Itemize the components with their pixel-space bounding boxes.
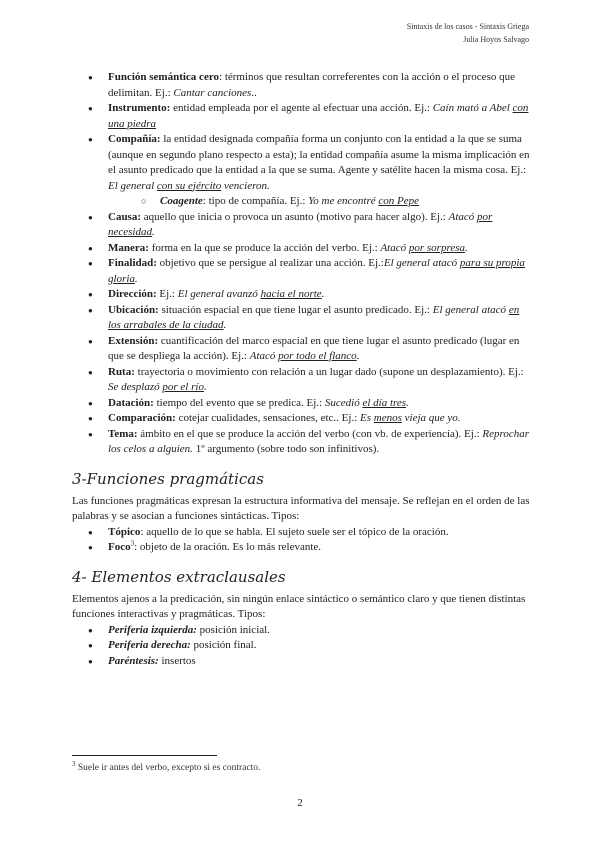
section-intro: Las funciones pragmáticas expresan la estructura informativa del mensaje. Se reflejan en el orden de las palabras y se asocian a funciones sintácticas. Tipos: (72, 494, 530, 522)
list-item: ● Extensión: cuantificación del marco espacial en que tiene lugar el asunto predicado (lugar en que se despliega la acción). Ej.: Atacó por todo el flanco. (72, 334, 532, 365)
list-item: ● Tópico: aquello de lo que se habla. El sujeto suele ser el tópico de la oración. (72, 525, 532, 541)
term: Compañía: (108, 133, 161, 145)
term: Instrumento: (108, 102, 171, 114)
sublist-item: ○ Coagente: tipo de compañía. Ej.: Yo me encontré con Pepe (72, 194, 532, 210)
list-item: ● Función semántica cero: términos que resultan correferentes con la acción o el proceso que delimitan. Ej.: Cantar canciones.. (72, 70, 532, 101)
list-item: ● Ruta: trayectoria o movimiento con relación a un lugar dado (supone un desplazamiento). Ej.: Se desplazó por el río. (72, 365, 532, 396)
list-item: ● Causa: aquello que inicia o provoca un asunto (motivo para hacer algo). Ej.: Atacó por necesidad. (72, 210, 532, 241)
list-item: ● Compañía: la entidad designada compañía forma un conjunto con la entidad a la que se suma (aunque en segundo plano respecto a esta); la entidad compañía asume la misma implicación en el asunto predicado que la entidad a la que se suma. Agente y satélite hacen la misma cosa. Ej.: El general con su ejército vencieron. ○ Coagente: tipo de compañía. Ej.: Yo me encontré con Pepe (72, 132, 532, 210)
section-intro: Elementos ajenos a la predicación, sin ningún enlace sintáctico o semántico claro y que tienen distintas funciones interactivas y pragmáticas. Tipos: (72, 592, 526, 620)
example: Cantar canciones (173, 86, 252, 99)
sublist (72, 194, 532, 210)
list-item: ● Tema: ámbito en el que se produce la acción del verbo (con vb. de experiencia). Ej.: Reprochar los celos a alguien. 1º argumento (sobre todo son infinitivos). (72, 427, 532, 458)
example: El general (108, 179, 157, 192)
list-item: ● Comparación: cotejar cualidades, sensaciones, etc.. Ej.: Es menos vieja que yo. (72, 411, 532, 427)
term: Coagente (160, 195, 203, 207)
page-number: 2 (297, 797, 303, 809)
term: Función semántica cero (108, 71, 220, 83)
example: Caín mató a Abel (432, 102, 513, 114)
footnote-ref[interactable]: 3 (130, 539, 135, 548)
pragmatic-functions-list (72, 525, 532, 556)
list-item: ● Manera: forma en la que se produce la acción del verbo. Ej.: Atacó por sorpresa. (72, 241, 532, 257)
footnote: $^3$ Suele ir antes del verbo, excepto si es contracto. (72, 759, 261, 773)
list-item: ● Paréntesis: insertos (72, 654, 532, 670)
section-heading: 3-Funciones pragmáticas (72, 469, 264, 488)
header-title: Sintaxis de los casos - Sintaxis Griega (406, 22, 529, 31)
footnote-divider (72, 755, 217, 756)
semantic-functions-list (72, 70, 532, 458)
list-item: ● Ubicación: situación espacial en que tiene lugar el asunto predicado. Ej.: El general atacó en los arrabales de la ciudad. (72, 303, 532, 334)
list-item: ● Instrumento: entidad empleada por el agente al efectuar una acción. Ej.: Caín mató a Abel con una piedra (72, 101, 532, 132)
list-item: ● Dirección: Ej.: El general avanzó hacia el norte. (72, 287, 532, 303)
extraclausal-list (72, 623, 532, 670)
header-author: Julia Hoyos Salvago (463, 34, 529, 44)
example-underlined: con una piedra (108, 102, 529, 130)
example-underlined: con su ejército (156, 179, 222, 192)
list-item: ● Finalidad: objetivo que se persigue al realizar una acción. Ej.:El general atacó para su propia gloria. (72, 256, 532, 287)
list-item: ● Foco$^3$: objeto de la oración. Es lo más relevante. (72, 540, 532, 556)
list-item: ● Periferia derecha: posición final. (72, 638, 532, 654)
section-heading: 4- Elementos extraclausales (72, 567, 286, 586)
page-content (72, 70, 532, 669)
page-header (407, 21, 529, 46)
list-item: ● Periferia izquierda: posición inicial. (72, 623, 532, 639)
list-item: ● Datación: tiempo del evento que se predica. Ej.: Sucedió el día tres. (72, 396, 532, 412)
